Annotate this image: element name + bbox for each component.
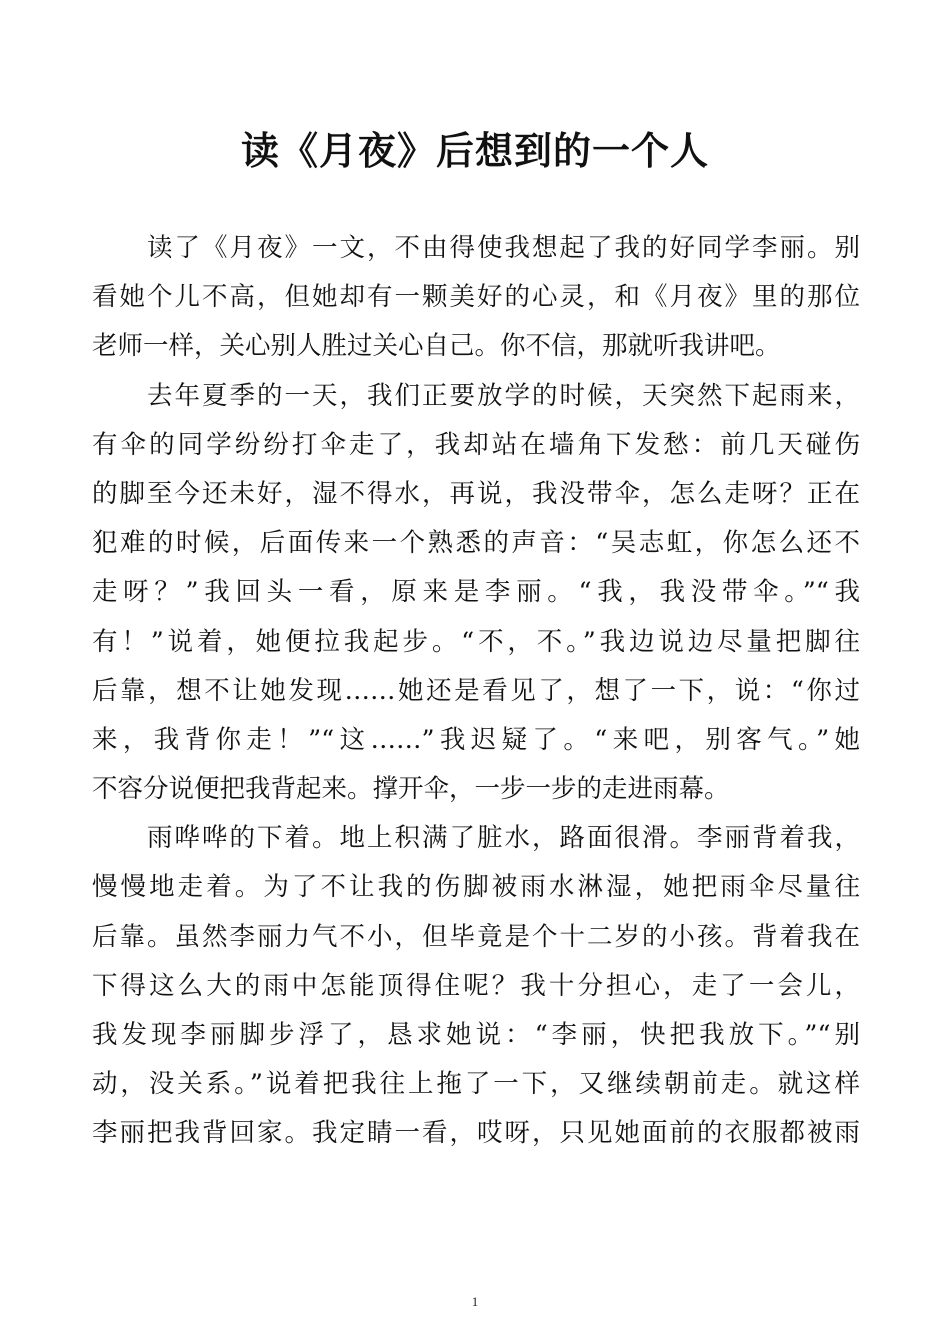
- text-line: 动，没关系。”说着把我往上拖了一下，又继续朝前走。就这样: [92, 1069, 860, 1100]
- text-line: 后靠，想不让她发现……她还是看见了，想了一下，说：“你过: [92, 675, 860, 706]
- text-line: 来，我背你走！”“这……”我迟疑了。“来吧，别客气。”她: [92, 724, 860, 755]
- document-body: [92, 224, 860, 1159]
- text-line: 犯难的时候，后面传来一个熟悉的声音：“吴志虹，你怎么还不: [92, 528, 860, 559]
- text-line: 慢慢地走着。为了不让我的伤脚被雨水淋湿，她把雨伞尽量往: [92, 872, 860, 903]
- text-line: 老师一样，关心别人胜过关心自己。你不信，那就听我讲吧。: [92, 331, 781, 362]
- text-line: 有伞的同学纷纷打伞走了，我却站在墙角下发愁：前几天碰伤: [92, 429, 860, 460]
- text-line: 雨哗哗的下着。地上积满了脏水，路面很滑。李丽背着我，: [147, 823, 860, 854]
- text-line: 李丽把我背回家。我定睛一看，哎呀，只见她面前的衣服都被雨: [92, 1118, 860, 1149]
- page-number: 1: [471, 1294, 479, 1309]
- text-line: 读了《月夜》一文，不由得使我想起了我的好同学李丽。别: [147, 233, 860, 263]
- text-line: 看她个儿不高，但她却有一颗美好的心灵，和《月夜》里的那位: [92, 282, 860, 313]
- text-line: 有！”说着，她便拉我起步。“不，不。”我边说边尽量把脚往: [92, 626, 860, 657]
- text-line: 走呀？”我回头一看，原来是李丽。“我，我没带伞。”“我: [92, 577, 860, 608]
- text-line: 我发现李丽脚步浮了，恳求她说：“李丽，快把我放下。”“别: [92, 1020, 860, 1050]
- text-line: 下得这么大的雨中怎能顶得住呢？我十分担心，走了一会儿，: [92, 970, 860, 1001]
- text-line: 的脚至今还未好，湿不得水，再说，我没带伞，怎么走呀？正在: [92, 478, 860, 509]
- text-line: 去年夏季的一天，我们正要放学的时候，天突然下起雨来，: [147, 380, 860, 411]
- text-line: 不容分说便把我背起来。撑开伞，一步一步的走进雨幕。: [92, 774, 730, 805]
- text-line: 后靠。虽然李丽力气不小，但毕竟是个十二岁的小孩。背着我在: [92, 921, 860, 952]
- document-title: 读《月夜》后想到的一个人: [240, 129, 709, 173]
